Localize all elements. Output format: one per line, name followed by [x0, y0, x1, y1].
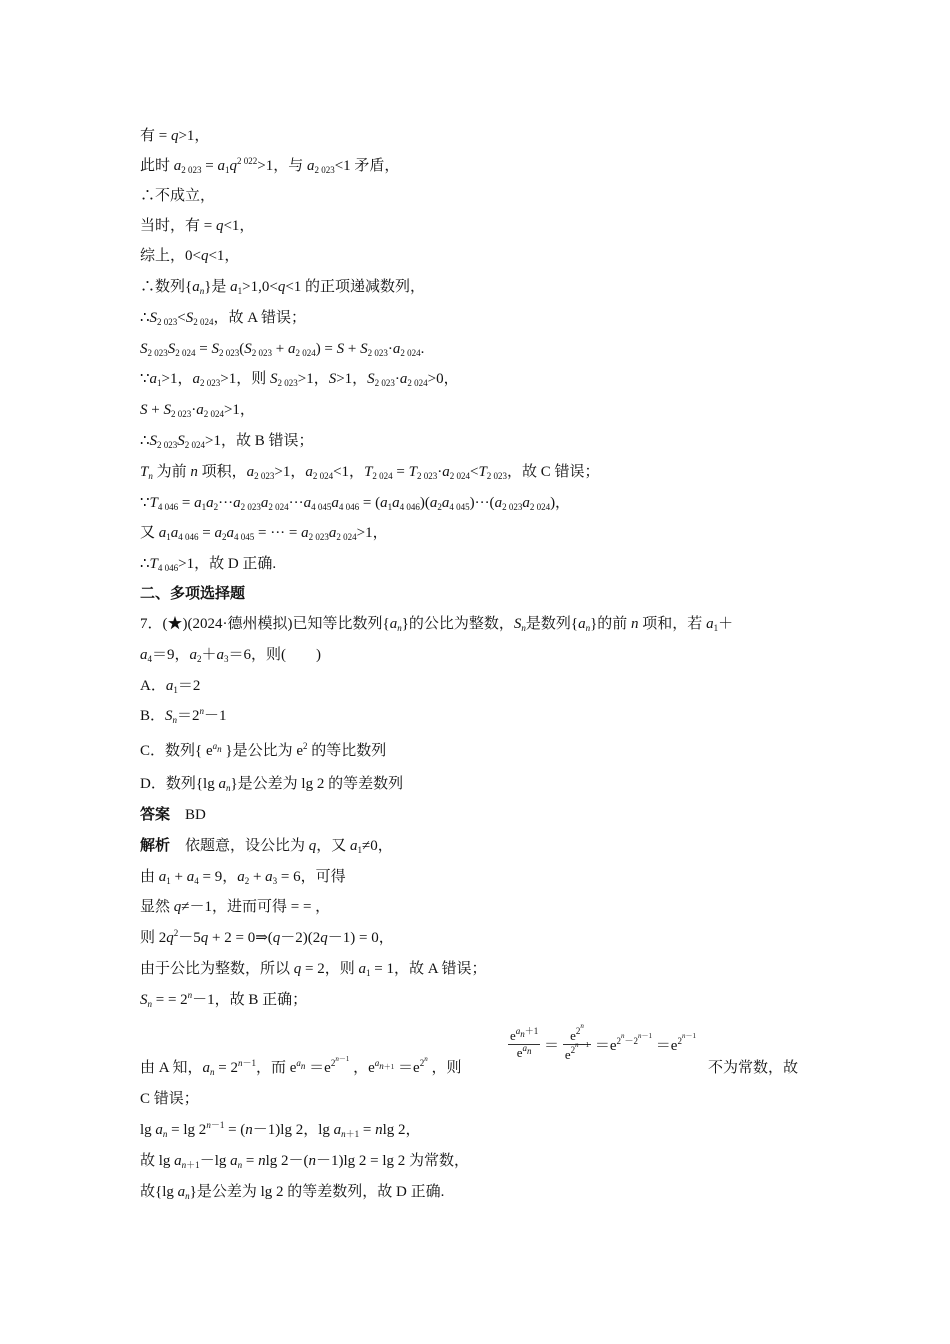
analysis-line: 由 $a_1 + a_4 = 9$，$a_2 + a_3 = 6$，可得	[140, 869, 346, 886]
analysis-line-tail: 不为常数，故	[708, 1060, 799, 1076]
solution-line: $T_n$ 为前 n 项积，$a_{2 023}>1$，$a_{2 024}<1$，$T_{2 024} = T_{2 023}\cdot a_{2 024}<T_{2 023}$，故 C 错误；	[140, 464, 600, 481]
analysis-line: 故 $\lg a_{n+1}-\lg$ $a_n = nlg$ 2－(n－1)lg 2 = lg 2 为常数，	[140, 1153, 470, 1170]
solution-line: $S + S_{2 023}\cdot a_{2 024}>1$，	[140, 402, 255, 419]
answer-value: BD	[185, 807, 206, 823]
ratio-formula: $\frac{e^{a_n+1}}{e^{a_n}}$ ＝ $\frac{e^{2^n}}{e^{2^{n-1}}}$ $=e^{2^n-2^{n-1}} =e^{2^{n-1}}$	[510, 1022, 696, 1062]
analysis-line: 故{lg $a_n$}是公差为 lg 2 的等差数列，故 D 正确.	[140, 1184, 445, 1201]
analysis-line: $\lg a_n = \lg 2^{n-1} = (n-1)\lg$ 2，$\lg a_{n+1} = nlg$ 2，	[140, 1120, 421, 1139]
solution-line: $\because T_{4 046} = a_1a_2\cdot\cdot\cdot a_{2 023}a_{2 024}\cdot\cdot\cdot a_{4 045}a_{4 046} = (a_1a_{4 046})(a_2a_{4 045})\cdot\cdot\cdot(a_{2 023}a_{2 024})$，	[140, 495, 571, 512]
solution-line: 有 = q>1，	[140, 128, 210, 144]
analysis-line: C 错误；	[140, 1091, 199, 1107]
solution-line: 此时 $a_{2 023} = a_1q^{2 022}>1$，与 $a_{2 023}<1$ 矛盾，	[140, 156, 400, 175]
question-stem-line2: $a_4=9$，$a_2+a_3=6$，则( )	[140, 647, 322, 664]
answer-line	[140, 805, 206, 825]
analysis-label: 解析	[140, 838, 171, 854]
solution-line: $\because a_1>1$，$a_{2 023}>1$，则 $S_{2 023}>1$，S>1，$S_{2 023}\cdot a_{2 024}>0$，	[140, 371, 459, 388]
answer-label: 答案	[140, 807, 171, 823]
fraction: $\frac{e^{a_n+1}}{e^{a_n}}$	[510, 1026, 539, 1060]
solution-line: 又 $a_1a_{4 046} = a_2a_{4 045}$ = ··· = $a_{2 023}a_{2 024}>1$，	[140, 525, 388, 542]
analysis-line: 则 $2q^2-5q + 2$ = 0⇒(q－2)(2q－1) = 0，	[140, 928, 394, 946]
solution-line: $\therefore S_{2 023}S_{2 024}>1$，故 B 错误；	[140, 433, 314, 450]
solution-line: $S_{2 023}S_{2 024} = S_{2 023}(S_{2 023} + a_{2 024}) = S + S_{2 023}\cdot a_{2 024}$.	[140, 341, 425, 358]
analysis-line: $S_n$ = = $2^n-1$，故 B 正确；	[140, 990, 308, 1009]
solution-line: ∴数列$\{a_n\}$是 $a_1>1,0<q<1$ 的正项递减数列，	[140, 279, 426, 296]
option-a: A．$a_1=2$	[140, 678, 201, 695]
option-b: B．$S_n=2^n-1$	[140, 706, 227, 725]
solution-line: 综上，0<q<1，	[140, 248, 240, 264]
solution-line: $\therefore S_{2 023}<S_{2 024}$，故 A 错误；	[140, 310, 307, 327]
solution-line: 当时，有 = q<1，	[140, 218, 255, 234]
fraction: $\frac{e^{2^n}}{e^{2^{n-1}}}$	[564, 1022, 590, 1062]
analysis-line: 解析 依题意，设公比为 q，又 $a_1\ne 0$，	[140, 838, 393, 855]
option-d: D．数列{lg $a_n$}是公差为 lg 2 的等差数列	[140, 776, 404, 793]
analysis-line: 由于公比为整数，所以 q = 2，则 $a_1 = 1$，故 A 错误；	[140, 961, 487, 978]
question-stem-line1: 7．(★)(2024·德州模拟)已知等比数列$\{a_n\}$的公比为整数，$S_n$是数列$\{a_n\}$的前 n 项和，若 $a_1+$	[140, 616, 734, 633]
option-c: C．数列{ $e^{a_n}$ }是公比为 $e^2$ 的等比数列	[140, 741, 387, 759]
analysis-line: 显然 q≠－1，进而可得 = = ，	[140, 899, 331, 915]
solution-line: ∴不成立，	[140, 188, 216, 204]
solution-line: $\therefore T_{4 046}>1$，故 D 正确.	[140, 556, 277, 573]
analysis-line-formula: 由 A 知，$a_n = 2^{n-1}$，而 $e^{a_n} =e^{2^{n-1}}$ ，$e^{a_{n+1}} =e^{2^n}$ ，则	[140, 1055, 462, 1077]
section-title: 二、多项选择题	[140, 586, 246, 602]
